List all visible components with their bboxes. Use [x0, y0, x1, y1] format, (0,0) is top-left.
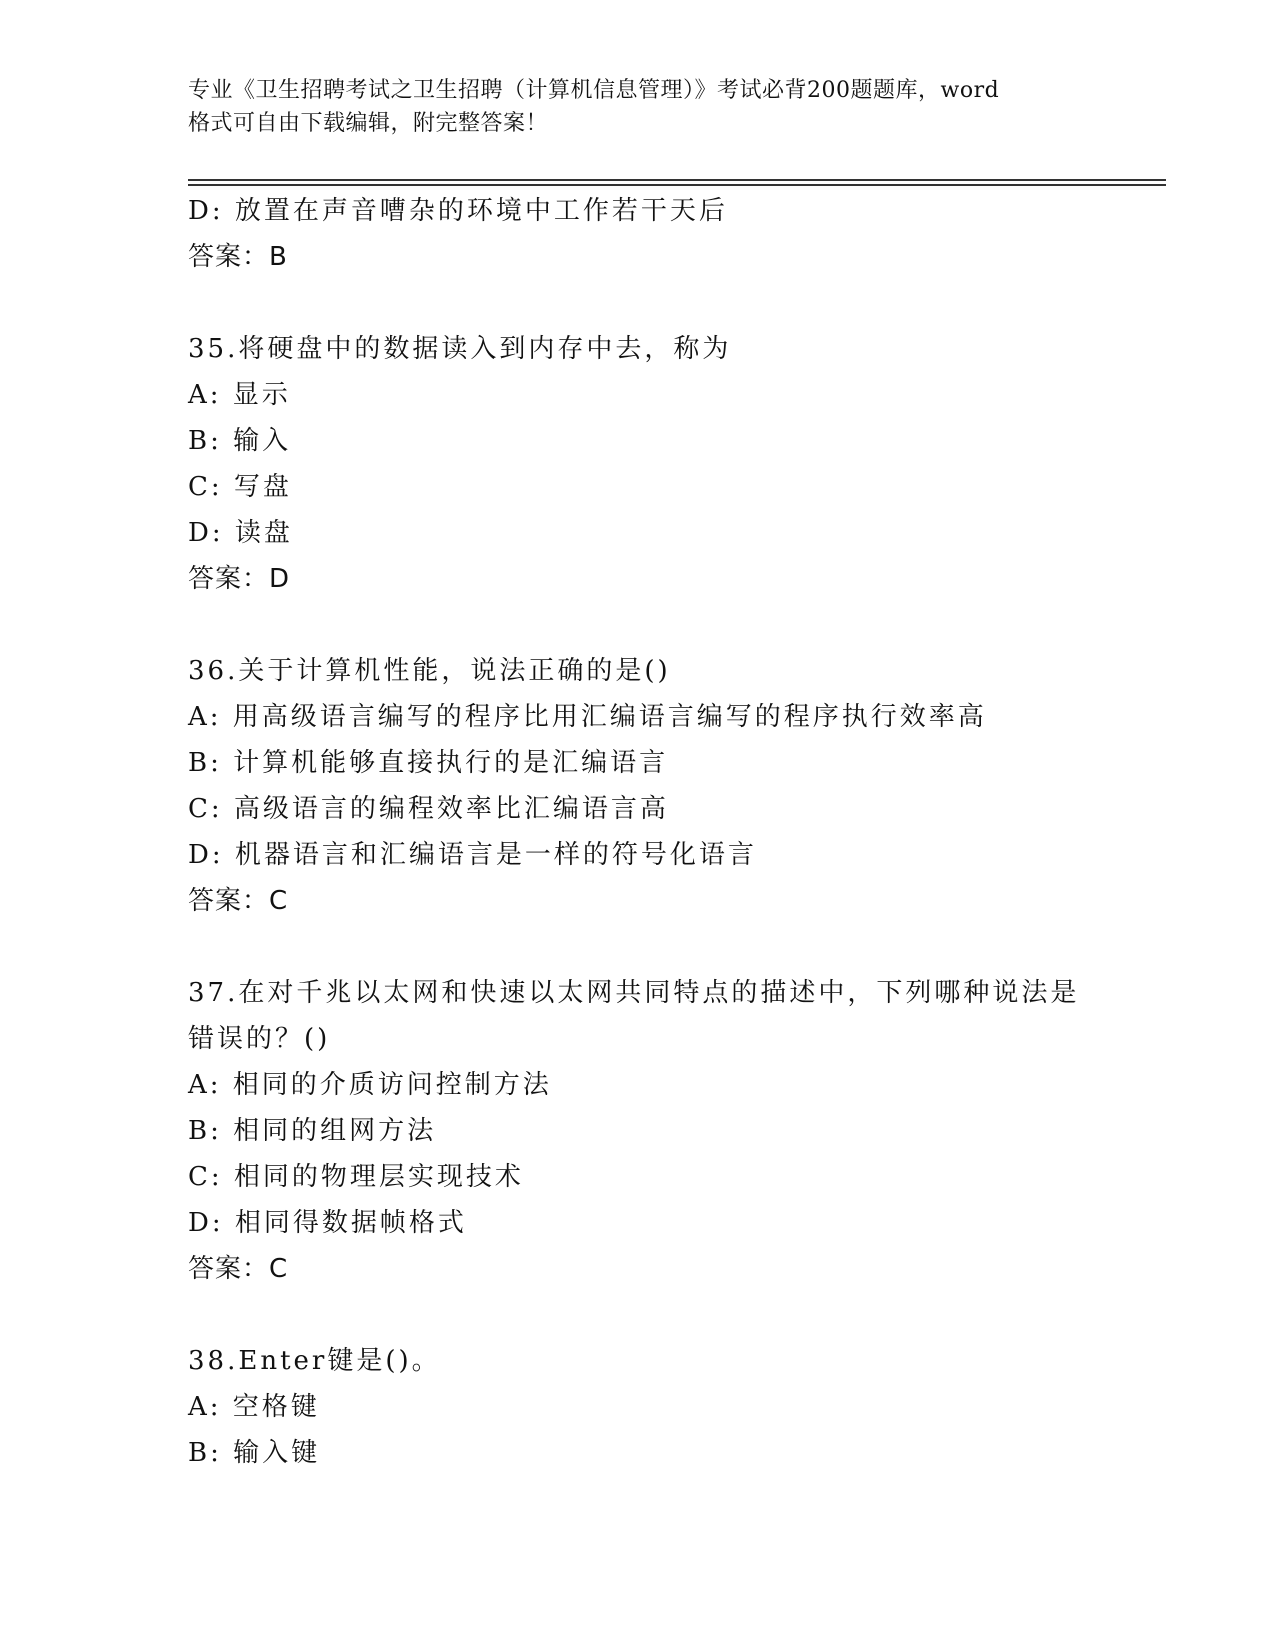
question-38	[188, 1338, 1148, 1476]
question-34-tail	[188, 188, 1148, 280]
answer: 答案：B	[188, 242, 288, 272]
header-line-2: 格式可自由下载编辑，附完整答案！	[188, 111, 549, 136]
header-line-1: 专业《卫生招聘考试之卫生招聘（计算机信息管理）》考试必背200题题库，word	[188, 78, 1000, 103]
option-a: A: 用高级语言编写的程序比用汇编语言编写的程序执行效率高	[188, 702, 987, 732]
question-title: 38.Enter键是()。	[188, 1346, 441, 1376]
option-a: A: 相同的介质访问控制方法	[188, 1070, 552, 1100]
document-header	[188, 74, 1088, 140]
header-divider-bottom	[188, 184, 1166, 186]
answer: 答案：C	[188, 1254, 289, 1284]
option-b: B: 计算机能够直接执行的是汇编语言	[188, 748, 669, 778]
question-35	[188, 326, 1148, 602]
option-d: D: 读盘	[188, 518, 293, 548]
option-d: D: 相同得数据帧格式	[188, 1208, 467, 1238]
question-37	[188, 970, 1148, 1292]
option-c: C: 高级语言的编程效率比汇编语言高	[188, 794, 669, 824]
option-b: B: 相同的组网方法	[188, 1116, 437, 1146]
question-36	[188, 648, 1148, 924]
question-title: 36.关于计算机性能，说法正确的是()	[188, 656, 671, 686]
question-title: 37.在对千兆以太网和快速以太网共同特点的描述中，下列哪种说法是错误的？()	[188, 978, 1080, 1054]
answer: 答案：C	[188, 886, 289, 916]
option-d: D: 放置在声音嘈杂的环境中工作若干天后	[188, 196, 728, 226]
answer: 答案：D	[188, 564, 291, 594]
option-c: C: 相同的物理层实现技术	[188, 1162, 524, 1192]
question-title: 35.将硬盘中的数据读入到内存中去，称为	[188, 334, 732, 364]
option-b: B: 输入	[188, 426, 292, 456]
option-a: A: 空格键	[188, 1392, 320, 1422]
option-b: B: 输入键	[188, 1438, 321, 1468]
option-c: C: 写盘	[188, 472, 292, 502]
document-body	[188, 188, 1148, 1476]
option-a: A: 显示	[188, 380, 291, 410]
option-d: D: 机器语言和汇编语言是一样的符号化语言	[188, 840, 757, 870]
header-divider-top	[188, 179, 1166, 181]
